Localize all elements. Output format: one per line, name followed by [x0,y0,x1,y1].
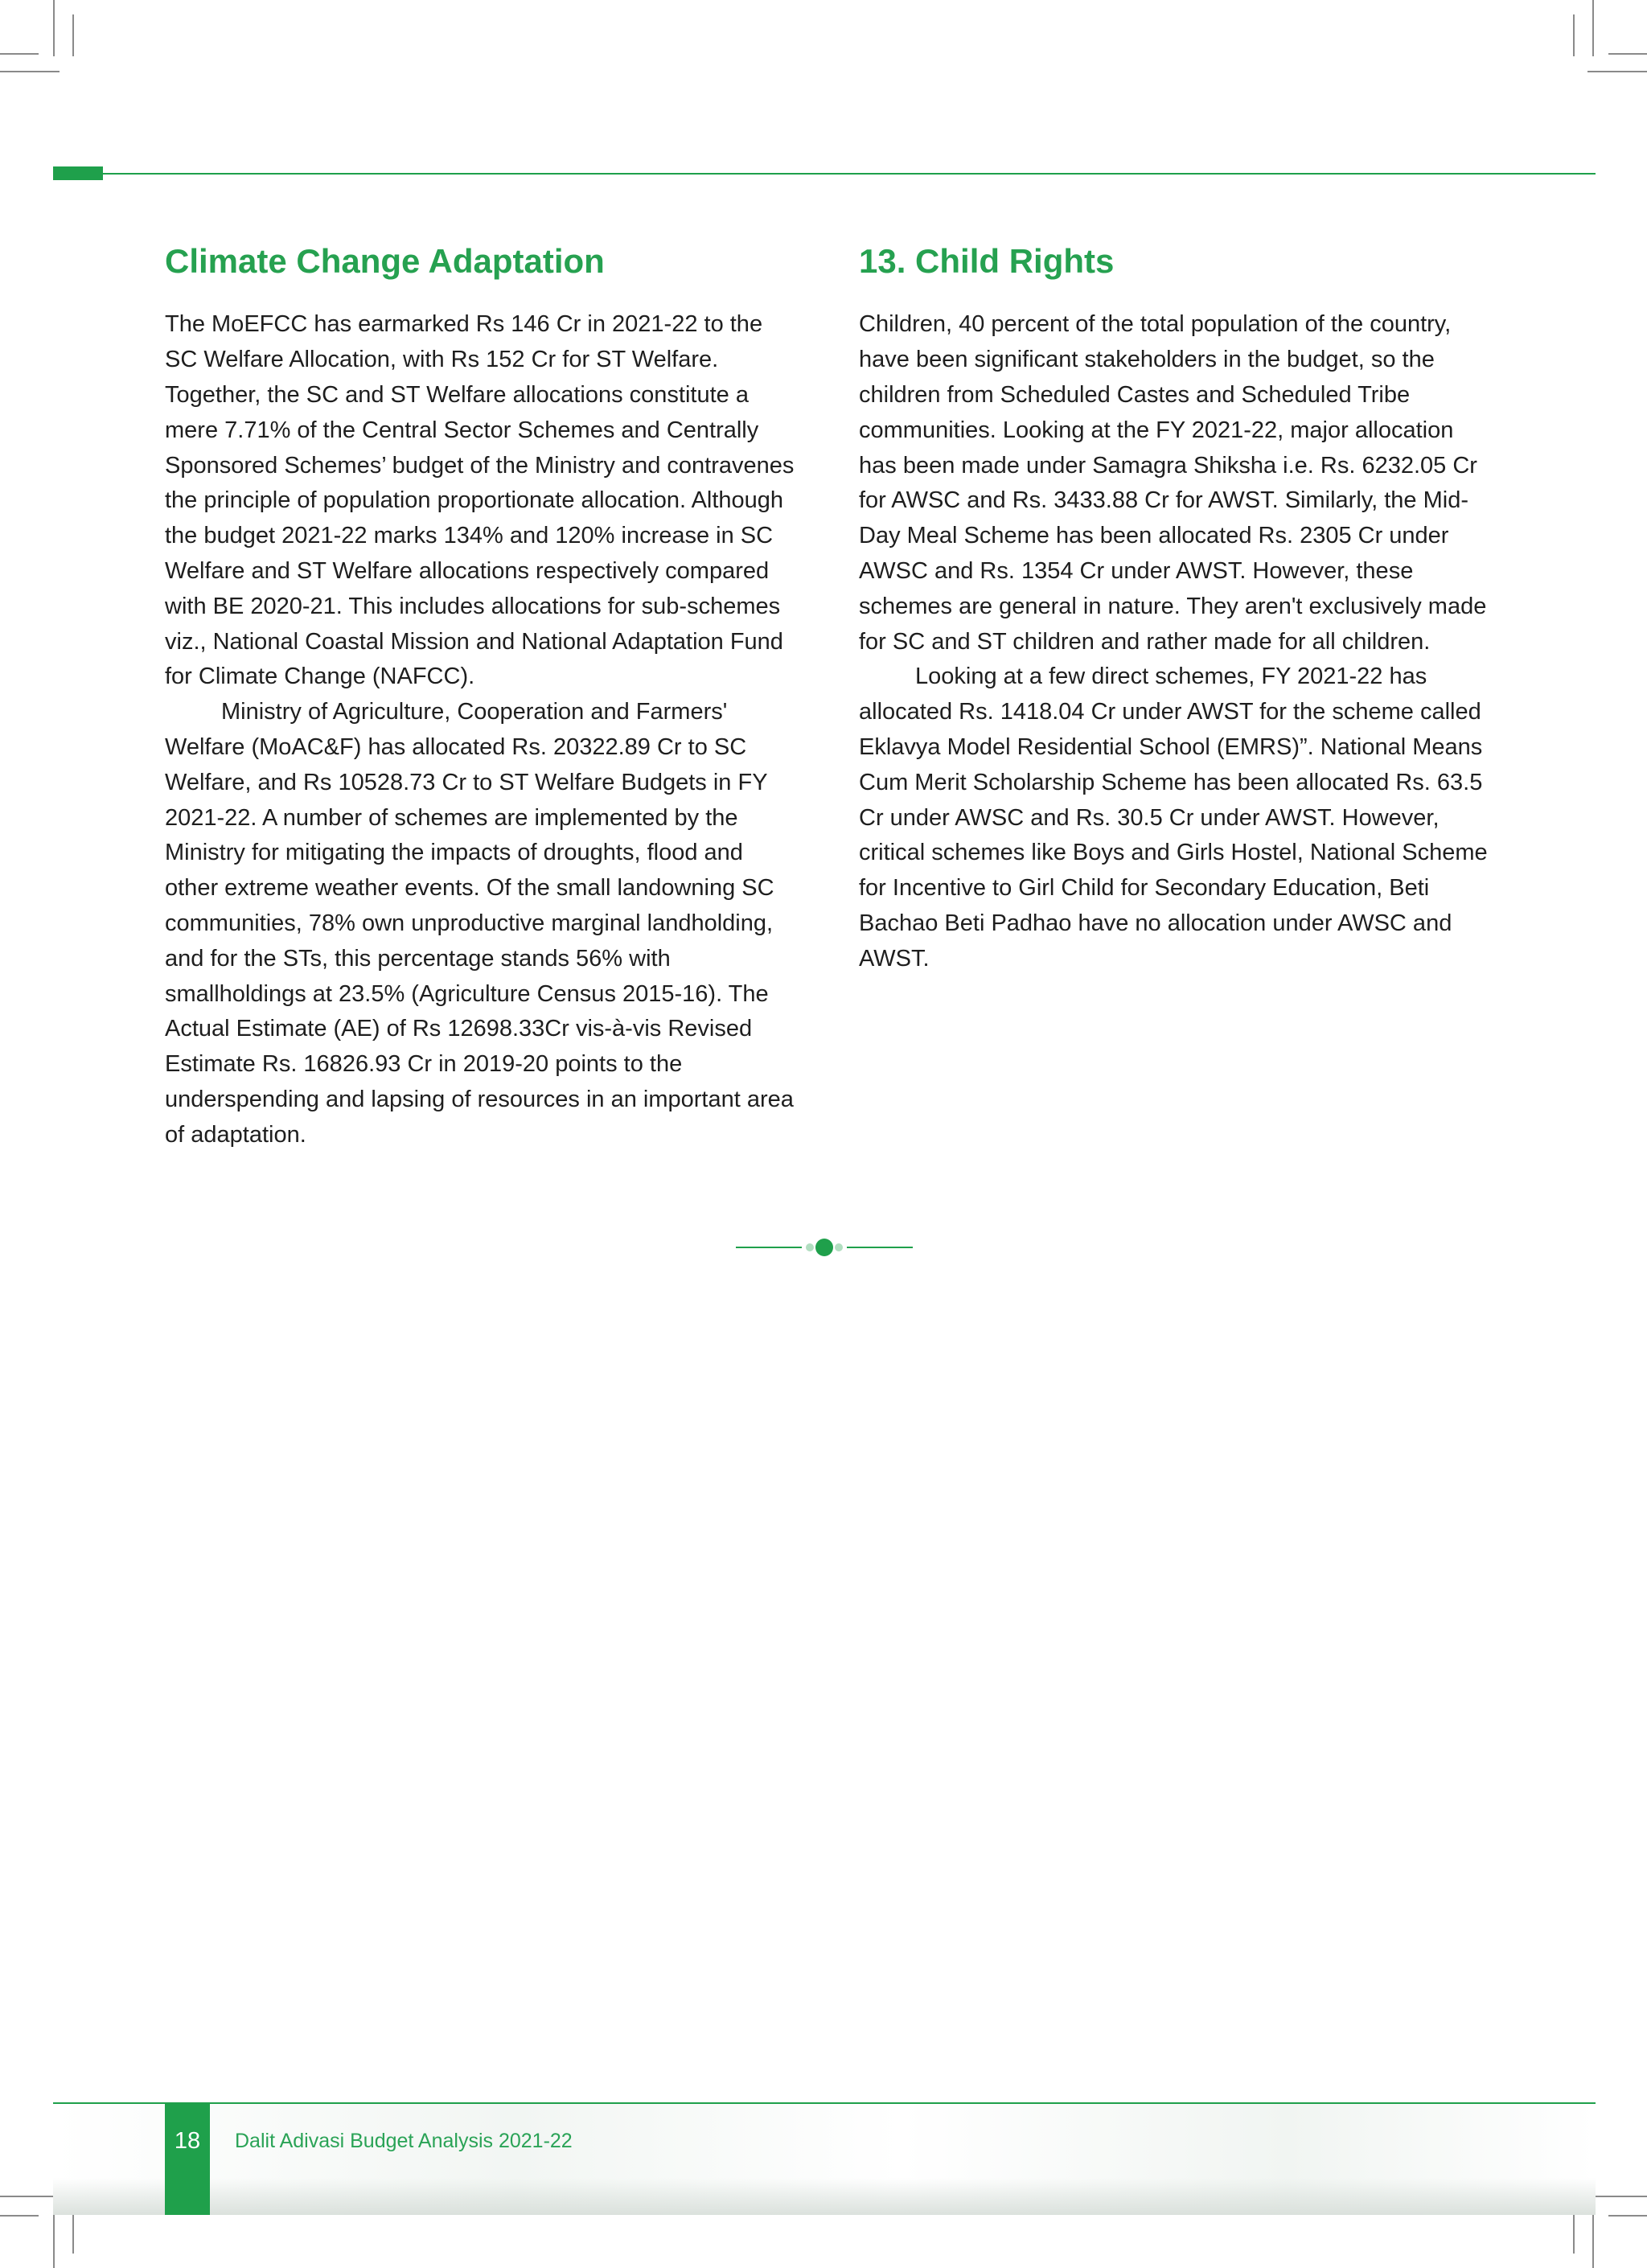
crop-mark [1608,2215,1647,2217]
crop-mark [53,0,55,56]
page-number-box [165,2104,210,2215]
footer-shade [53,2178,1596,2215]
crop-mark [1587,71,1647,72]
crop-mark [1573,2212,1575,2254]
crop-mark [72,2212,74,2254]
divider-ornament-icon [736,1237,913,1258]
crop-mark [1592,0,1594,56]
crop-mark [0,2215,39,2217]
crop-mark [1592,2212,1594,2268]
crop-mark [72,14,74,56]
crop-mark [1573,14,1575,56]
crop-mark [0,71,60,72]
paragraph: Children, 40 percent of the total population of the country, have been significant stakeholders in the budget, so the children from Scheduled Castes and Scheduled Tribe communities. Looking at the FY 2021-22, major allocation has been made under Samagra Shiksha i.e. Rs. 6232.05 Cr for AWSC and Rs. 3433.88 Cr for AWST. Similarly, the Mid-Day Meal Scheme has been allocated Rs. 2305 Cr under AWSC and Rs. 1354 Cr under AWST. However, these schemes are general in nature. They aren't exclusively made for SC and ST children and rather made for all children. [859,311,1487,655]
header-rule [103,173,1596,175]
crop-mark [53,2212,55,2268]
footer-title: Dalit Adivasi Budget Analysis 2021-22 [235,2130,573,2152]
page-number: 18 [174,2128,201,2154]
crop-mark [1587,2196,1647,2197]
paragraph: Looking at a few direct schemes, FY 2021-22 has allocated Rs. 1418.04 Cr under AWST for the scheme called Eklavya Model Residential School (EMRS)”. National Means Cum Merit Scholarship Scheme has been allocated Rs. 63.5 Cr under AWSC and Rs. 30.5 Cr under AWST. However, critical schemes like Boys and Girls Hostel, National Scheme for Incentive to Girl Child for Secondary Education, Beti Bachao Beti Padhao have no allocation under AWSC and AWST. [859,664,1488,972]
section-heading-child-rights: 13. Child Rights [859,242,1115,280]
left-column [165,241,800,1153]
crop-mark [0,53,39,55]
footer-band [53,2104,1596,2215]
right-column [859,241,1494,977]
section-heading-climate: Climate Change Adaptation [165,242,605,280]
header-accent-bar [53,166,103,180]
crop-mark [1608,53,1647,55]
paragraph: Ministry of Agriculture, Cooperation and Farmers' Welfare (MoAC&F) has allocated Rs. 20322.89 Cr to SC Welfare, and Rs 10528.73 Cr to ST Welfare Budgets in FY 2021-22. A number of schemes are implemented by the Ministry for mitigating the impacts of droughts, flood and other extreme weather events. Of the small landowning SC communities, 78% own unproductive marginal landholding, and for the STs, this percentage stands 56% with smallholdings at 23.5% (Agriculture Census 2015-16). The Actual Estimate (AE) of Rs 12698.33Cr vis-à-vis Revised Estimate Rs. 16826.93 Cr in 2019-20 points to the underspending and lapsing of resources in an important area of adaptation. [165,699,794,1148]
crop-mark [0,2196,60,2197]
paragraph: The MoEFCC has earmarked Rs 146 Cr in 2021-22 to the SC Welfare Allocation, with Rs 152 Cr for ST Welfare. Together, the SC and ST Welfare allocations constitute a mere 7.71% of the Central Sector Schemes and Centrally Sponsored Schemes’ budget of the Ministry and contravenes the principle of population proportionate allocation. Although the budget 2021-22 marks 134% and 120% increase in SC Welfare and ST Welfare allocations respectively compared with BE 2020-21. This includes allocations for sub-schemes viz., National Coastal Mission and National Adaptation Fund for Climate Change (NAFCC). [165,311,795,690]
